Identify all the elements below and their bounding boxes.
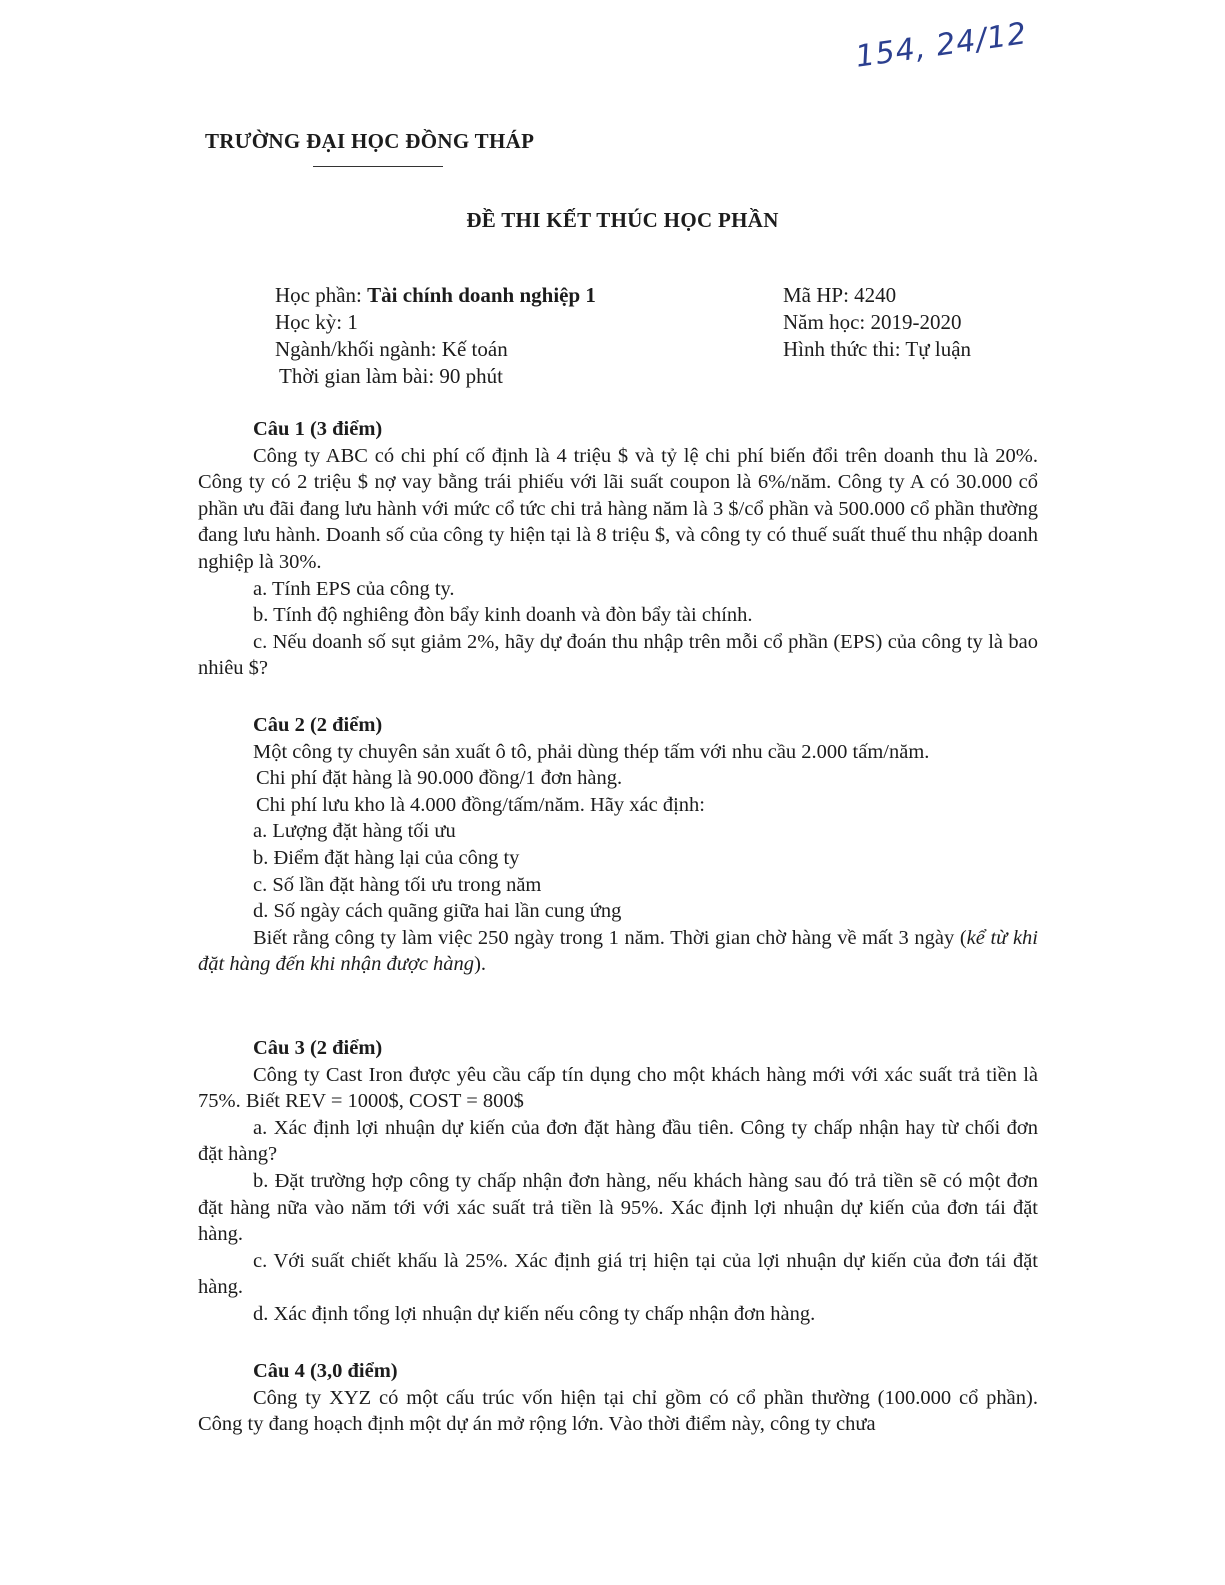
question-3-heading: Câu 3 (2 điểm) [253, 1037, 383, 1059]
question-3-part-a: a. Xác định lợi nhuận dự kiến của đơn đặt hàng đầu tiên. Công ty chấp nhận hay từ chối đơn đặt hàng? [198, 1116, 1038, 1166]
course-line [275, 282, 596, 309]
exam-title: ĐỀ THI KẾT THÚC HỌC PHẦN [466, 208, 779, 232]
question-3 [198, 1035, 1038, 1328]
question-2-note-main: Biết rằng công ty làm việc 250 ngày trong 1 năm. Thời gian chờ hàng về mất 3 ngày ( [253, 926, 967, 949]
question-2-body: Một công ty chuyên sản xuất ô tô, phải dùng thép tấm với nhu cầu 2.000 tấm/năm. [253, 740, 930, 763]
semester: Học kỳ: 1 [275, 310, 358, 334]
question-3-part-d: d. Xác định tổng lợi nhuận dự kiến nếu công ty chấp nhận đơn hàng. [253, 1302, 816, 1325]
question-2-holding-cost: Chi phí lưu kho là 4.000 đồng/tấm/năm. Hãy xác định: [256, 793, 705, 816]
question-2 [198, 712, 1038, 978]
question-2-note-italic: kể từ khi đặt hàng đến khi nhận được hàng [198, 926, 1038, 976]
question-2-heading: Câu 2 (2 điểm) [253, 714, 383, 736]
question-2-order-cost: Chi phí đặt hàng là 90.000 đồng/1 đơn hàng. [256, 767, 623, 790]
question-1-body: Công ty ABC có chi phí cố định là 4 triệu $ và tỷ lệ chi phí biến đổi trên doanh thu là 20%. Công ty có 2 triệu $ nợ vay bằng trái phiếu với lãi suất coupon là 6%/năm. Công ty A có 30.000 cổ phần ưu đãi đang lưu hành với mức cổ tức chi trả hàng năm là 3 $/cổ phần và 500.000 cổ phần thường đang lưu hành. Doanh số của công ty hiện tại là 8 triệu $, và công ty có thuế suất thuế thu nhập doanh nghiệp là 30%. [198, 444, 1038, 573]
exam-form: Hình thức thi: Tự luận [783, 337, 972, 361]
question-4-heading: Câu 4 (3,0 điểm) [253, 1360, 398, 1382]
course-info-right [783, 282, 971, 363]
school-name: TRƯỜNG ĐẠI HỌC ĐỒNG THÁP [205, 129, 535, 153]
question-3-part-c: c. Với suất chiết khấu là 25%. Xác định giá trị hiện tại của lợi nhuận dự kiến của đơn tái đặt hàng. [198, 1249, 1038, 1299]
question-1-part-a: a. Tính EPS của công ty. [253, 577, 455, 600]
school-underline [313, 166, 443, 167]
exam-duration: Thời gian làm bài: 90 phút [279, 364, 503, 388]
question-1-heading: Câu 1 (3 điểm) [253, 418, 383, 440]
question-2-part-a: a. Lượng đặt hàng tối ưu [253, 820, 456, 843]
course-label: Học phần: [275, 283, 368, 307]
question-2-part-c: c. Số lần đặt hàng tối ưu trong năm [253, 873, 542, 896]
question-2-part-b: b. Điểm đặt hàng lại của công ty [253, 846, 520, 869]
course-code: Mã HP: 4240 [783, 283, 897, 307]
handwritten-note: 154, 24/12 [853, 16, 1030, 75]
question-1 [198, 416, 1038, 682]
major: Ngành/khối ngành: Kế toán [275, 337, 508, 361]
question-3-body: Công ty Cast Iron được yêu cầu cấp tín dụng cho một khách hàng mới với xác suất trả tiền là 75%. Biết REV = 1000$, COST = 800$ [198, 1063, 1038, 1113]
question-2-note-end: ). [474, 953, 487, 976]
school-year: Năm học: 2019-2020 [783, 310, 962, 334]
course-info-left [275, 282, 596, 390]
question-4-body: Công ty XYZ có một cấu trúc vốn hiện tại chỉ gồm có cổ phần thường (100.000 cổ phần). Công ty đang hoạch định một dự án mở rộng lớn. Vào thời điểm này, công ty chưa [198, 1386, 1038, 1436]
question-4 [198, 1358, 1038, 1438]
course-name: Tài chính doanh nghiệp 1 [367, 283, 596, 307]
question-2-note [198, 925, 1038, 978]
question-1-part-b: b. Tính độ nghiêng đòn bẩy kinh doanh và đòn bẩy tài chính. [253, 604, 753, 627]
question-1-part-c: c. Nếu doanh số sụt giảm 2%, hãy dự đoán thu nhập trên mỗi cổ phần (EPS) của công ty là bao nhiêu $? [198, 630, 1038, 680]
question-3-part-b: b. Đặt trường hợp công ty chấp nhận đơn hàng, nếu khách hàng sau đó trả tiền sẽ có một đơn đặt hàng nữa vào năm tới với xác suất trả tiền là 95%. Xác định lợi nhuận dự kiến của đơn tái đặt hàng. [198, 1169, 1038, 1246]
question-2-part-d: d. Số ngày cách quãng giữa hai lần cung ứng [253, 900, 622, 923]
